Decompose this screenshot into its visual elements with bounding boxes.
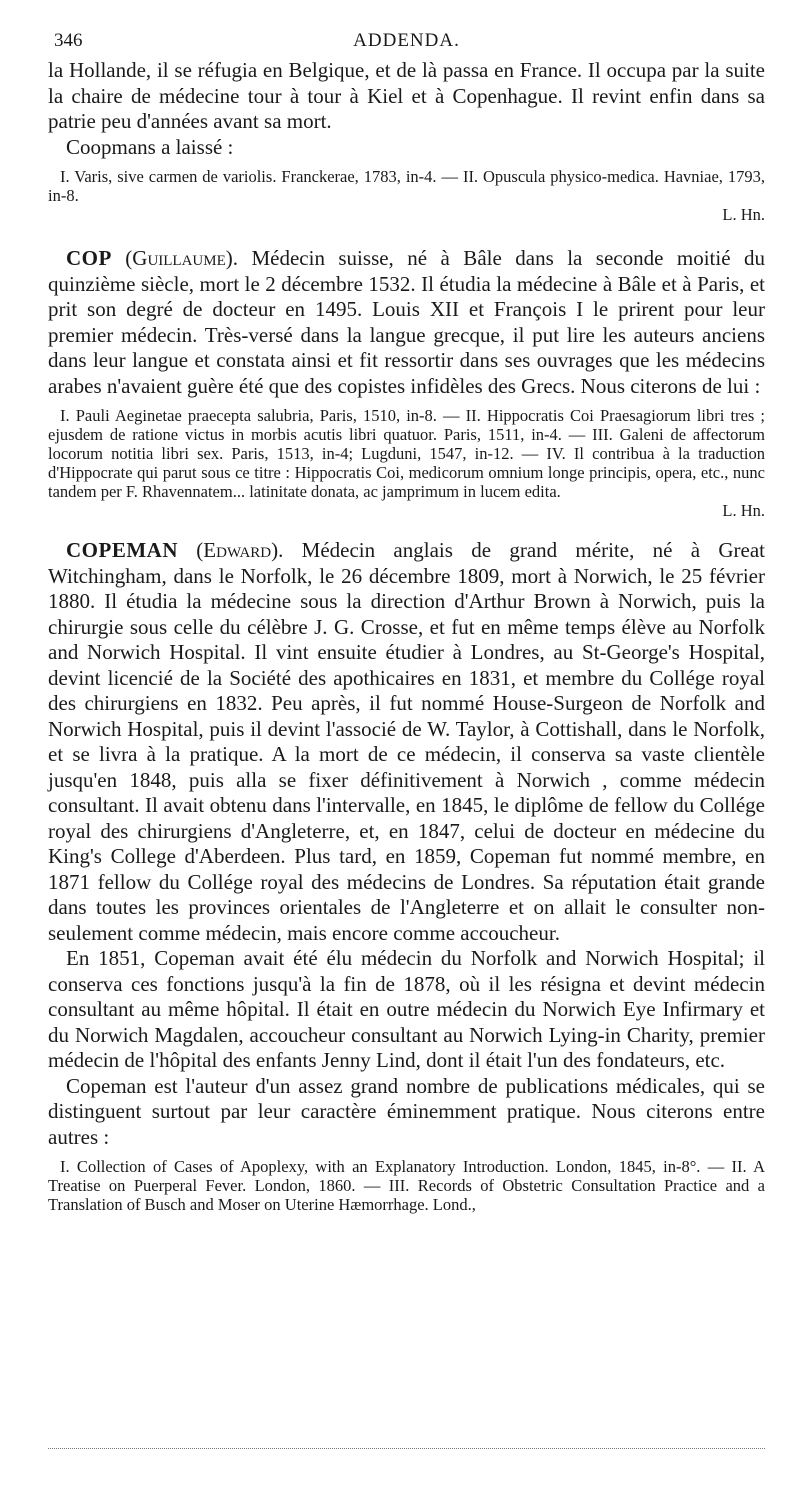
copeman-paragraph-2: En 1851, Copeman avait été élu médecin du Norfolk and Norwich Hospital; il conserva ces fonctions jusqu'à la fin de 1878, où il les résigna et devint médecin consultant au même hôpital. Il était en outre médecin du Norwich Eye Infirmary et du Norwich Magdalen, accoucheur consultant au Norwich Lying-in Charity, premier médecin de l'hôpital des enfants Jenny Lind, dont il était l'un des fondateurs, etc.	[48, 946, 765, 1072]
copeman-paragraph-1	[48, 538, 765, 946]
cop-paragraph	[48, 246, 765, 399]
entry-koopmans	[48, 58, 765, 224]
page-header	[48, 30, 765, 58]
page-number: 346	[54, 30, 83, 51]
running-head: ADDENDA.	[353, 30, 460, 51]
koopmans-continuation: la Hollande, il se réfugia en Belgique, et de là passa en France. Il occupa par la suite la chaire de médecine tour à tour à Kiel et à Copenhague. Il revint enfin dans sa patrie peu d'années avant sa mort.	[48, 58, 765, 133]
cop-works-text: I. Pauli Aeginetae praecepta salubria, Paris, 1510, in-8. — II. Hippocratis Coi Praesagiorum libri tres ; ejusdem de ratione victus in morbis acutis libri quatuor. Paris, 1511, in-4. — III. Galeni de affectorum locorum notitia libri sex. Paris, 1513, in-4; Lugduni, 1547, in-12. — IV. Il contribua à la traduction d'Hippocrate qui parut sous ce titre : Hippocratis Coi, medicorum omnium longe principis, opera, etc., nunc tandem per F. Rhavennatem... latinitate donata, ac jamprimum in lucem edita.	[48, 406, 765, 501]
koopmans-works	[48, 167, 765, 224]
copeman-text-1: Médecin anglais de grand mérite, né à Great Witchingham, dans le Norfolk, le 26 décembre 1809, mort à Norwich, le 25 février 1880. Il étudia la médecine sous la direction d'Arthur Brown à Norwich, puis la chirurgie sous celle du célèbre J. G. Crosse, et fut en même temps élève au Norfolk and Norwich Hospital. Il vint ensuite étudier à Londres, au St-George's Hospital, devint licencié de la Société des apothicaires en 1831, et membre du Collége royal des chirurgiens en 1832. Peu après, il fut nommé House-Surgeon de Norfolk and Norwich Hospital, puis il devint l'associé de W. Taylor, à Cottishall, dans le Norfolk, et se livra à la pratique. A la mort de ce médecin, il conserva sa vaste clientèle jusqu'en 1848, puis alla se fixer définitivement à Norwich , comme médecin consultant. Il avait obtenu dans l'intervalle, en 1845, le diplôme de fellow du Collége royal des chirurgiens d'Angleterre, et, en 1847, celui de docteur en médecine du King's College d'Aberdeen. Plus tard, en 1859, Copeman fut nommé membre, en 1871 fellow du Collége royal des médecins de Londres. Sa réputation était grande dans toutes les provinces orientales de l'Angleterre et on allait le consulter non-seulement comme médecin, mais encore comme accoucheur.	[48, 538, 765, 945]
koopmans-works-text: I. Varis, sive carmen de variolis. Franckerae, 1783, in-4. — II. Opuscula physico-medica. Havniae, 1793, in-8.	[48, 167, 765, 205]
copeman-given-name: (Edward).	[196, 538, 284, 562]
cop-text: Médecin suisse, né à Bâle dans la seconde moitié du quinzième siècle, mort le 2 décembre 1532. Il étudia la médecine à Bâle et à Paris, et prit son degré de docteur en 1495. Louis XII et François I le prirent pour leur premier médecin. Très-versé dans la langue grecque, il put lire les auteurs anciens dans leur langue et constata ainsi et fit ressortir dans ses ouvrages que les médecins arabes n'avaient guère été que des copistes infidèles des Grecs. Nous citerons de lui :	[48, 246, 765, 398]
koopmans-intro: Coopmans a laissé :	[66, 134, 234, 159]
copeman-works: I. Collection of Cases of Apoplexy, with an Explanatory Introduction. London, 1845, in-8°. — II. A Treatise on Puerperal Fever. London, 1860. — III. Records of Obstetric Consultation Practice and a Translation of Busch and Moser on Uterine Hæmorrhage. Lond.,	[48, 1157, 765, 1214]
entry-cop	[48, 246, 765, 520]
section-gap	[48, 224, 765, 246]
copeman-paragraph-3: Copeman est l'auteur d'un assez grand nombre de publications médicales, qui se distinguent surtout par leur caractère éminemment pratique. Nous citerons entre autres :	[48, 1073, 765, 1149]
cop-works	[48, 406, 765, 520]
section-gap	[48, 520, 765, 538]
cop-signature: L. Hn.	[722, 501, 765, 520]
document-page	[48, 30, 765, 1470]
cop-headword: COP	[66, 246, 112, 270]
cop-given-name: (Guillaume).	[125, 246, 239, 270]
koopmans-signature: L. Hn.	[722, 205, 765, 224]
entry-copeman	[48, 538, 765, 1214]
copeman-headword: COPEMAN	[66, 538, 178, 562]
bottom-dotted-rule	[48, 1448, 765, 1449]
